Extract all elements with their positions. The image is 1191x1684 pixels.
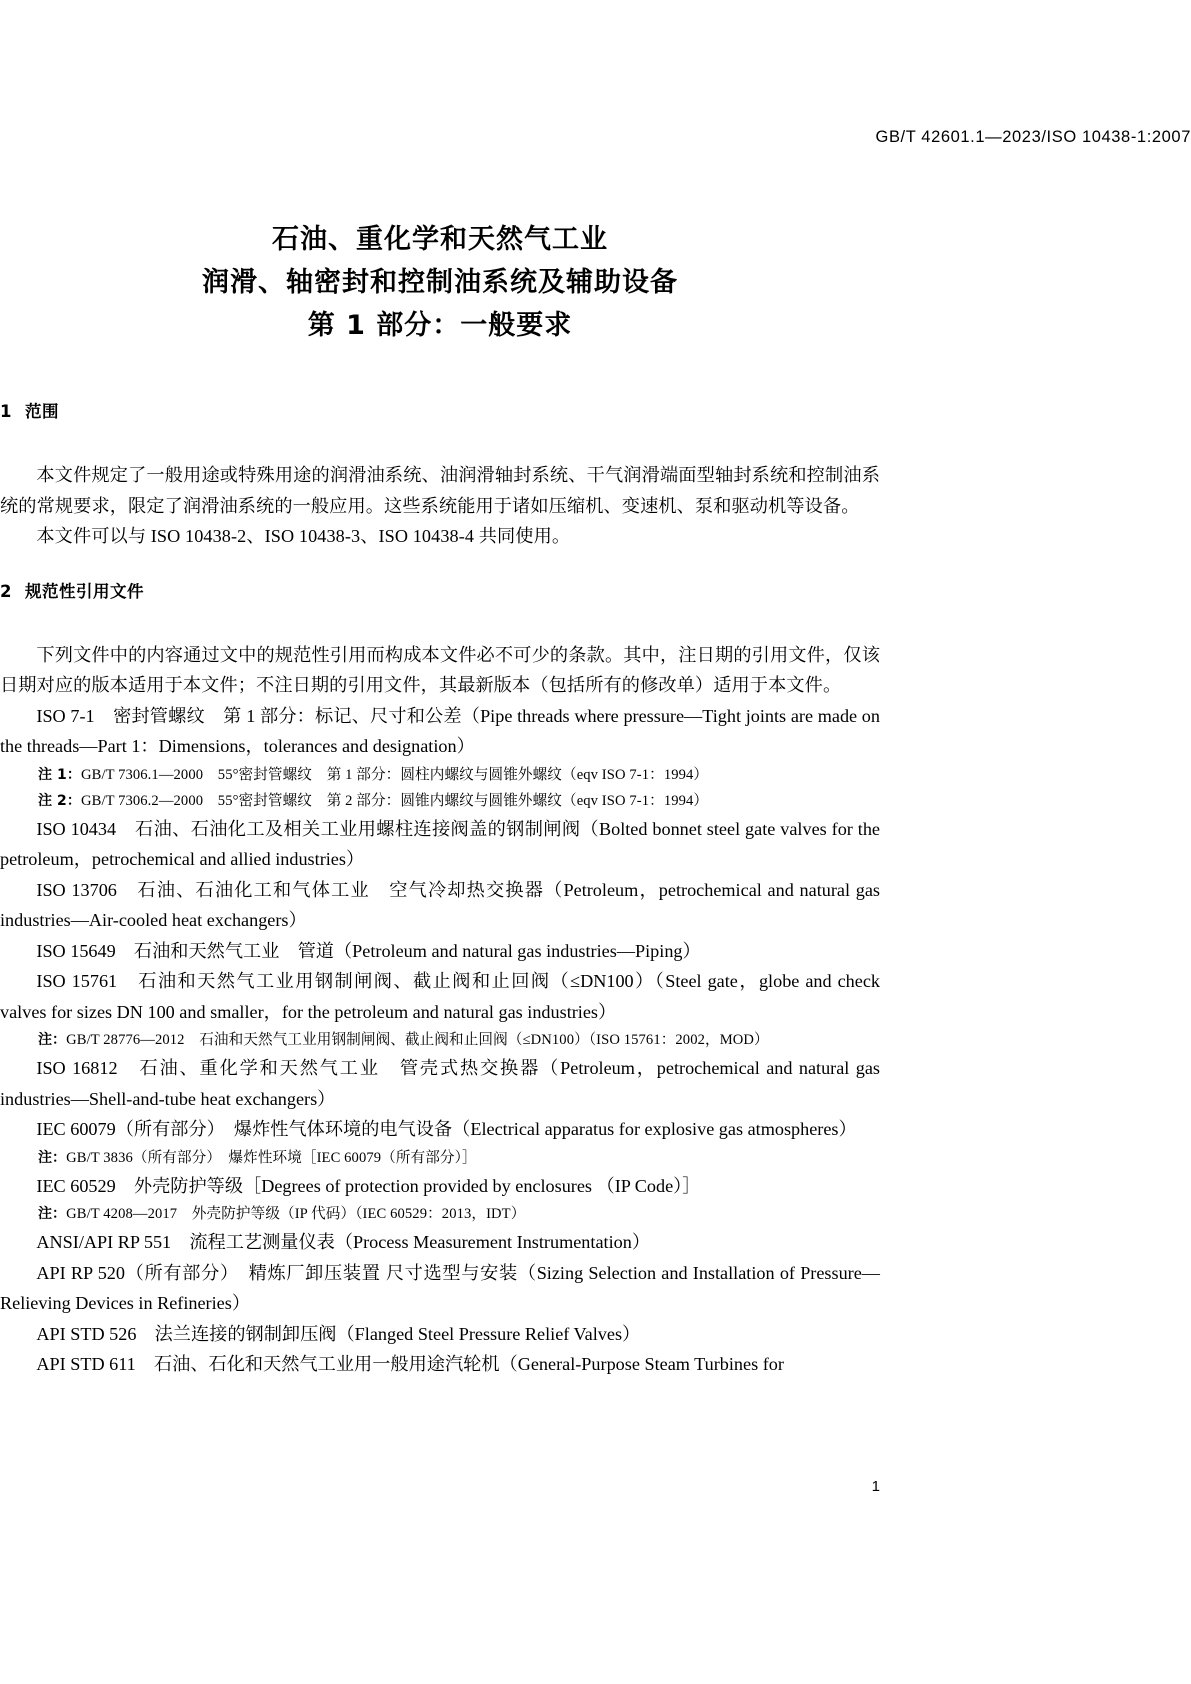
clause-1-paragraph-1: 本文件规定了一般用途或特殊用途的润滑油系统、油润滑轴封系统、干气润滑端面型轴封系统和控制油系统的常规要求，限定了润滑油系统的一般应用。这些系统能用于诸如压缩机、变速机、泵和驱动机等设备。 (0, 465, 880, 516)
reference-note (0, 1027, 880, 1053)
clause-2-intro-paragraph: 下列文件中的内容通过文中的规范性引用而构成本文件必不可少的条款。其中，注日期的引用文件，仅该日期对应的版本适用于本文件；不注日期的引用文件，其最新版本（包括所有的修改单）适用于本文件。 (0, 644, 880, 695)
reference-entry: ANSI/API RP 551 流程工艺测量仪表（Process Measurement Instrumentation） (36, 1232, 651, 1252)
document-title (0, 218, 880, 347)
reference-note-label: 注： (37, 1206, 67, 1222)
reference-entry: API STD 526 法兰连接的钢制卸压阀（Flanged Steel Pressure Relief Valves） (36, 1323, 641, 1344)
reference-entry: ISO 10434 石油、石油化工及相关工业用螺柱连接阀盖的钢制闸阀（Bolted bonnet steel gate valves for the petroleum，petrochemical and allied industries） (0, 818, 880, 869)
reference-note-text: GB/T 7306.2—2000 55°密封管螺纹 第 2 部分：圆锥内螺纹与圆锥外螺纹（eqv ISO 7-1：1994） (80, 792, 709, 809)
clause-1-heading (0, 398, 880, 426)
reference-note-label: 注： (37, 1149, 67, 1166)
reference-note (0, 1145, 880, 1171)
reference-note-text: GB/T 3836（所有部分） 爆炸性环境［IEC 60079（所有部分）］ (66, 1149, 477, 1166)
clause-2-number: 2 (0, 581, 12, 601)
reference-note-label: 注 1： (37, 766, 81, 783)
reference-entry: ISO 16812 石油、重化学和天然气工业 管壳式热交换器（Petroleum，petrochemical and natural gas industries—Shell-and-tube heat exchangers） (0, 1058, 880, 1109)
clause-1-number: 1 (0, 402, 12, 421)
reference-note-text: GB/T 7306.1—2000 55°密封管螺纹 第 1 部分：圆柱内螺纹与圆锥外螺纹（eqv ISO 7-1：1994） (80, 766, 709, 783)
reference-entry: IEC 60529 外壳防护等级［Degrees of protection provided by enclosures （IP Code）］ (36, 1175, 701, 1196)
reference-entry: ISO 7-1 密封管螺纹 第 1 部分：标记、尺寸和公差（Pipe threads where pressure—Tight joints are made on the threads—Part 1：Dimensions，tolerances and designation） (0, 705, 880, 756)
reference-entry: ISO 15761 石油和天然气工业用钢制闸阀、截止阀和止回阀（≤DN100）（Steel gate，globe and check valves for sizes DN 100 and smaller，for the petroleum and natural gas industries） (0, 971, 880, 1022)
reference-note-text: GB/T 4208—2017 外壳防护等级（IP 代码）（IEC 60529：2013，IDT） (66, 1206, 526, 1222)
clause-2-title: 规范性引用文件 (24, 581, 144, 601)
clause-1-title: 范围 (24, 402, 59, 421)
reference-entry: IEC 60079（所有部分） 爆炸性气体环境的电气设备（Electrical apparatus for explosive gas atmospheres） (36, 1119, 857, 1139)
normative-reference-list (0, 701, 880, 1380)
document-title-line-3: 第 1 部分：一般要求 (307, 310, 573, 341)
document-body (0, 398, 880, 1380)
reference-note (0, 1201, 880, 1227)
reference-note-label: 注： (37, 1032, 67, 1048)
clause-1-paragraph-2: 本文件可以与 ISO 10438-2、ISO 10438-3、ISO 10438-4 共同使用。 (36, 526, 571, 546)
document-title-line-2: 润滑、轴密封和控制油系统及辅助设备 (202, 267, 678, 298)
reference-entry: API RP 520（所有部分） 精炼厂卸压装置 尺寸选型与安装（Sizing Selection and Installation of Pressure—Relieving Devices in Refineries） (0, 1262, 880, 1313)
clause-2-heading (0, 578, 880, 606)
reference-entry: ISO 13706 石油、石油化工和气体工业 空气冷却热交换器（Petroleum，petrochemical and natural gas industries—Air-cooled heat exchangers） (0, 879, 880, 930)
document-title-line-1: 石油、重化学和天然气工业 (272, 224, 608, 255)
reference-note (0, 762, 880, 788)
reference-entry: API STD 611 石油、石化和天然气工业用一般用途汽轮机（General-Purpose Steam Turbines for (36, 1354, 784, 1374)
page-number: 1 (871, 1478, 880, 1495)
reference-note (0, 788, 880, 814)
reference-note-text: GB/T 28776—2012 石油和天然气工业用钢制闸阀、截止阀和止回阀（≤DN100）（ISO 15761：2002，MOD） (66, 1032, 769, 1048)
reference-note-label: 注 2： (37, 792, 81, 809)
running-header-standard-code: GB/T 42601.1—2023/ISO 10438-1:2007 (875, 128, 1191, 146)
reference-entry: ISO 15649 石油和天然气工业 管道（Petroleum and natural gas industries—Piping） (36, 940, 701, 961)
